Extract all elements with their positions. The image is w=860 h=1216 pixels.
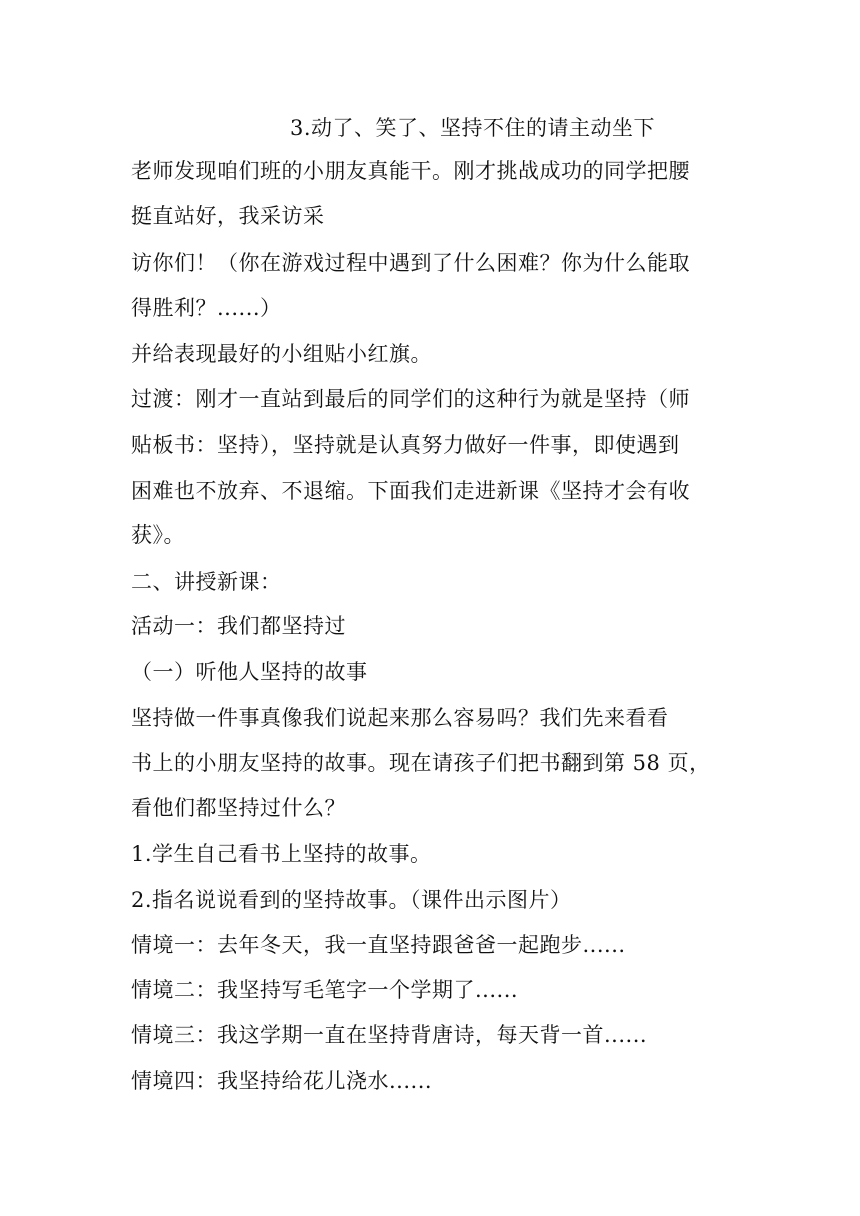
activity-heading: 活动一：我们都坚持过 bbox=[131, 614, 346, 638]
list-item-3: 3.动了、笑了、坚持不住的请主动坐下 bbox=[290, 116, 656, 140]
paragraph-line: 过渡：刚才一直站到最后的同学们的这种行为就是坚持（师 bbox=[131, 387, 690, 411]
paragraph-line: 书上的小朋友坚持的故事。现在请孩子们把书翻到第 58 页， bbox=[131, 751, 711, 775]
paragraph-line: 坚持做一件事真像我们说起来那么容易吗？我们先来看看 bbox=[131, 706, 669, 730]
paragraph-line: 看他们都坚持过什么？ bbox=[131, 796, 346, 820]
scenario-line: 情境二：我坚持写毛笔字一个学期了...... bbox=[131, 978, 519, 1002]
paragraph-line: 贴板书：坚持），坚持就是认真努力做好一件事，即使遇到 bbox=[131, 433, 680, 457]
scenario-line: 情境四：我坚持给花儿浇水...... bbox=[131, 1069, 433, 1093]
scenario-line: 情境一：去年冬天，我一直坚持跟爸爸一起跑步...... bbox=[131, 933, 626, 957]
paragraph-line: 并给表现最好的小组贴小红旗。 bbox=[131, 342, 432, 366]
paragraph-line: 老师发现咱们班的小朋友真能干。刚才挑战成功的同学把腰 bbox=[131, 159, 690, 183]
paragraph-line: 获》。 bbox=[131, 523, 185, 547]
paragraph-line: 得胜利？......） bbox=[131, 296, 282, 320]
subsection-heading: （一）听他人坚持的故事 bbox=[131, 660, 368, 684]
section-heading: 二、讲授新课： bbox=[131, 570, 282, 594]
list-item: 1.学生自己看书上坚持的故事。 bbox=[131, 842, 432, 866]
paragraph-line: 访你们！（你在游戏过程中遇到了什么困难？你为什么能取 bbox=[131, 251, 690, 275]
paragraph-line: 困难也不放弃、不退缩。下面我们走进新课《坚持才会有收 bbox=[131, 479, 690, 503]
scenario-line: 情境三：我这学期一直在坚持背唐诗，每天背一首...... bbox=[131, 1023, 648, 1047]
paragraph-line: 挺直站好，我采访采 bbox=[131, 204, 325, 228]
list-item: 2.指名说说看到的坚持故事。（课件出示图片） bbox=[131, 888, 572, 912]
